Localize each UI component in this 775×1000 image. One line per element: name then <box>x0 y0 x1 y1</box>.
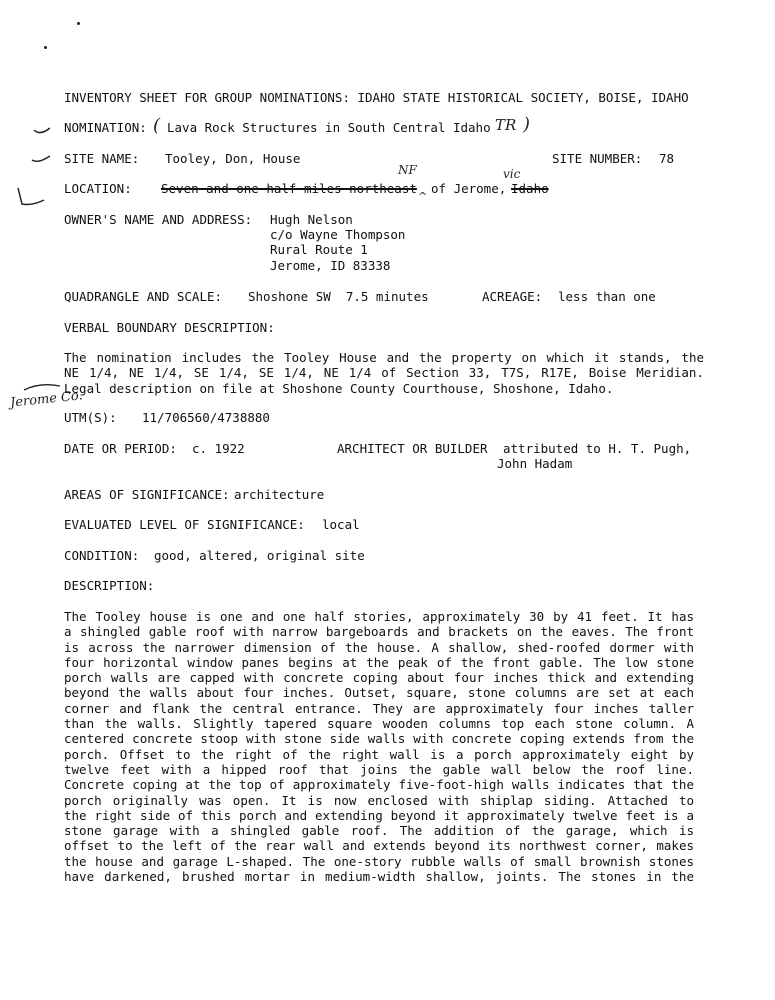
paragraph-line: porch originally was open. It is now enclosed with shiplap siding. Attached to <box>64 792 694 808</box>
open-paren-mark: ( <box>153 115 161 136</box>
architect-value-2: John Hadam <box>497 456 573 471</box>
verbal-boundary-label: VERBAL BOUNDARY DESCRIPTION: <box>64 320 275 335</box>
paragraph-line: centered concrete stoop with stone side walls with concrete coping extends from the <box>64 731 694 747</box>
date-label: DATE OR PERIOD: <box>64 441 177 456</box>
owner-line: c/o Wayne Thompson <box>270 227 406 242</box>
architect-label: ARCHITECT OR BUILDER <box>337 441 488 456</box>
paragraph-line: porch. Offset to the right of the right wall is a porch approximately eight by <box>64 746 694 762</box>
paragraph-line: is across the narrower dimension of the house. A shallow, shed-roofed dormer with <box>64 639 694 655</box>
paragraph-line: the right side of this porch and extending beyond it approximately twelve feet is a <box>64 807 694 823</box>
date-value: c. 1922 <box>192 441 245 456</box>
owner-label: OWNER'S NAME AND ADDRESS: <box>64 212 253 227</box>
paragraph-line: a shingled gable roof with narrow bargeboards and brackets on the eaves. The front <box>64 624 694 640</box>
quadrangle-value: Shoshone SW 7.5 minutes <box>248 289 429 304</box>
quadrangle-label: QUADRANGLE AND SCALE: <box>64 289 223 304</box>
paragraph-line: The Tooley house is one and one half stories, approximately 30 by 41 feet. It has <box>64 609 694 624</box>
areas-label: AREAS OF SIGNIFICANCE: <box>64 487 230 502</box>
location-hand-vic: vic <box>503 167 521 181</box>
owner-line: Rural Route 1 <box>270 242 368 257</box>
condition-label: CONDITION: <box>64 548 140 563</box>
site-name-label: SITE NAME: <box>64 151 140 166</box>
paragraph-line: porch walls are capped with concrete coping about four inches thick and extending <box>64 670 694 686</box>
evaluated-value: local <box>322 517 360 532</box>
caret-mark: ^ <box>418 190 428 203</box>
paragraph-line: the house and garage L-shaped. The one-story rubble walls of small brownish stones <box>64 853 694 869</box>
nomination-handwritten-suffix: TR <box>495 116 517 134</box>
paragraph-line: four horizontal window panes begins at the peak of the front gable. The low stone <box>64 654 694 670</box>
description-label: DESCRIPTION: <box>64 578 155 593</box>
paragraph-line: The nomination includes the Tooley House and the property on which it stands, the <box>64 350 704 365</box>
location-middle-text: of Jerome, <box>431 181 507 196</box>
nomination-label: NOMINATION: <box>64 120 147 135</box>
form-header: INVENTORY SHEET FOR GROUP NOMINATIONS: IDAHO STATE HISTORICAL SOCIETY, BOISE, IDAHO <box>64 90 689 105</box>
utm-label: UTM(S): <box>64 410 117 425</box>
acreage-label: ACREAGE: <box>482 289 543 304</box>
paragraph-line: NE 1/4, NE 1/4, SE 1/4, SE 1/4, NE 1/4 of Section 33, T7S, R17E, Boise Meridian. <box>64 365 704 381</box>
owner-line: Hugh Nelson <box>270 212 353 227</box>
paragraph-line: beyond the walls about four inches. Outset, square, stone columns are set at each <box>64 685 694 701</box>
paragraph-line: than the walls. Slightly tapered square wooden columns top each stone column. A <box>64 716 694 732</box>
site-number-value: 78 <box>659 151 675 166</box>
paragraph-line: stone garage with a shingled gable roof. The addition of the garage, which is <box>64 823 694 839</box>
site-number-label: SITE NUMBER: <box>552 151 643 166</box>
pen-dot <box>77 22 80 25</box>
areas-value: architecture <box>234 487 325 502</box>
site-name-value: Tooley, Don, House <box>165 151 301 166</box>
owner-line: Jerome, ID 83338 <box>270 258 391 273</box>
paragraph-line: have darkened, brushed mortar in medium-width shallow, joints. The stones in the <box>64 869 694 885</box>
pen-dot <box>44 46 47 49</box>
location-struck-text: Seven and one-half miles northeast <box>161 181 417 196</box>
paragraph-line: Legal description on file at Shoshone County Courthouse, Shoshone, Idaho. <box>64 380 614 396</box>
description-paragraph <box>64 609 694 884</box>
location-struck-state: Idaho <box>511 181 549 196</box>
close-paren-mark: ) <box>523 114 531 135</box>
evaluated-label: EVALUATED LEVEL OF SIGNIFICANCE: <box>64 517 305 532</box>
paragraph-line: Concrete coping at the top of approximately five-foot-high walls indicates that the <box>64 777 694 793</box>
check-mark-icon <box>10 118 50 238</box>
acreage-value: less than one <box>558 289 656 304</box>
condition-value: good, altered, original site <box>154 548 365 563</box>
paragraph-line: corner and flank the central entrance. They are approximately four inches taller <box>64 700 694 716</box>
location-label: LOCATION: <box>64 181 132 196</box>
paragraph-line: offset to the left of the rear wall and extends beyond its northwest corner, makes <box>64 838 694 854</box>
architect-value: attributed to H. T. Pugh, <box>503 441 692 456</box>
nomination-value: Lava Rock Structures in South Central Idaho <box>167 120 491 135</box>
utm-value: 11/706560/4738880 <box>142 410 270 425</box>
verbal-boundary-paragraph <box>64 350 704 396</box>
handwritten-county-note: Jerome Co. <box>9 388 84 411</box>
location-hand-nf: NF <box>398 163 417 177</box>
paragraph-line: twelve feet with a hipped roof that joins the gable wall below the roof line. <box>64 761 694 777</box>
